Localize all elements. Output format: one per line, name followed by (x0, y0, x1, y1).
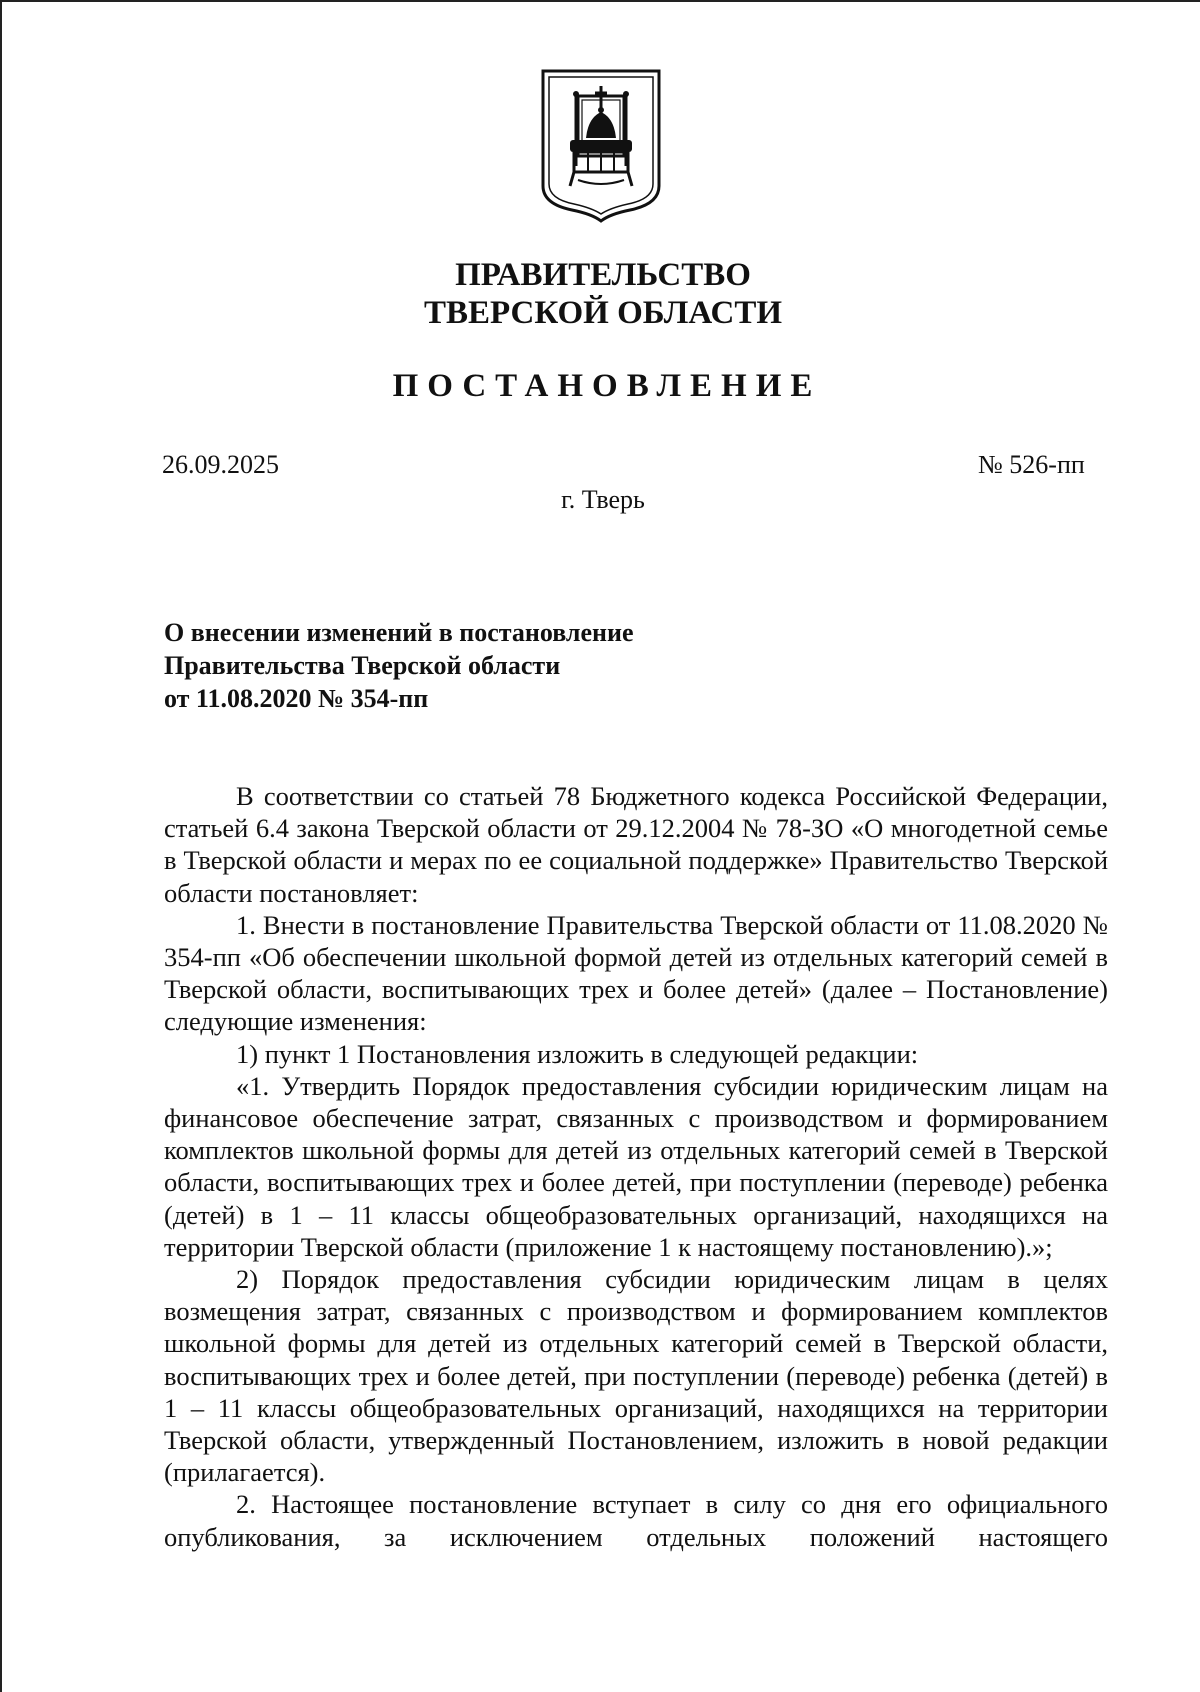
subject-line-1: О внесении изменений в постановление (164, 618, 634, 647)
document-type: ПОСТАНОВЛЕНИЕ (392, 368, 822, 404)
paragraph-item-2: 2. Настоящее постановление вступает в силу со дня его официального опубликования, за исключением отдельных положений настоящего (164, 1489, 1108, 1552)
document-city: г. Тверь (561, 485, 645, 514)
org-line-1: ПРАВИТЕЛЬСТВО (455, 257, 751, 293)
paragraph-subitem-2: 2) Порядок предоставления субсидии юридическим лицам в целях возмещения затрат, связанных с производством и формированием комплектов школьной формы для детей из отдельных категорий семей в Тверской области, воспитывающих трех и более детей, при поступлении (переводе) ребенка (детей) в 1 – 11 классы общеобразовательных организаций, находящихся на территории Тверской области, утвержденный Постановлением, изложить в новой редакции (прилагается). (164, 1264, 1108, 1488)
org-line-2: ТВЕРСКОЙ ОБЛАСТИ (423, 295, 783, 331)
document-date: 26.09.2025 (162, 450, 279, 479)
subject-line-3: от 11.08.2020 № 354-пп (164, 684, 429, 713)
tver-coat-of-arms-icon (540, 68, 662, 224)
scan-edge-top (0, 0, 1200, 2)
document-body (164, 780, 1108, 1553)
paragraph-item-1: 1. Внести в постановление Правительства Тверской области от 11.08.2020 № 354-пп «Об обеспечении школьной формой детей из отдельных категорий семей в Тверской области, воспитывающих трех и более детей» (далее – Постановление) следующие изменения: (164, 909, 1108, 1037)
subject-line-2: Правительства Тверской области (164, 651, 561, 680)
document-subject (164, 616, 634, 715)
government-name (0, 256, 1200, 332)
scan-edge-left (0, 0, 2, 1692)
paragraph-preamble: В соответствии со статьей 78 Бюджетного кодекса Российской Федерации, статьей 6.4 закона Тверской области от 29.12.2004 № 78-ЗО «О многодетной семье в Тверской области и мерах по ее социальной поддержке» Правительство Тверской области постановляет: (164, 781, 1108, 908)
document-number: № 526-пп (978, 450, 1085, 479)
paragraph-subitem-1: 1) пункт 1 Постановления изложить в следующей редакции: (236, 1038, 919, 1069)
paragraph-quoted-item: «1. Утвердить Порядок предоставления субсидии юридическим лицам на финансовое обеспечение затрат, связанных с производством и формированием комплектов школьной формы для детей из отдельных категорий семей в Тверской области, воспитывающих трех и более детей, при поступлении (переводе) ребенка (детей) в 1 – 11 классы общеобразовательных организаций, находящихся на территории Тверской области (приложение 1 к настоящему постановлению).»; (164, 1070, 1108, 1262)
